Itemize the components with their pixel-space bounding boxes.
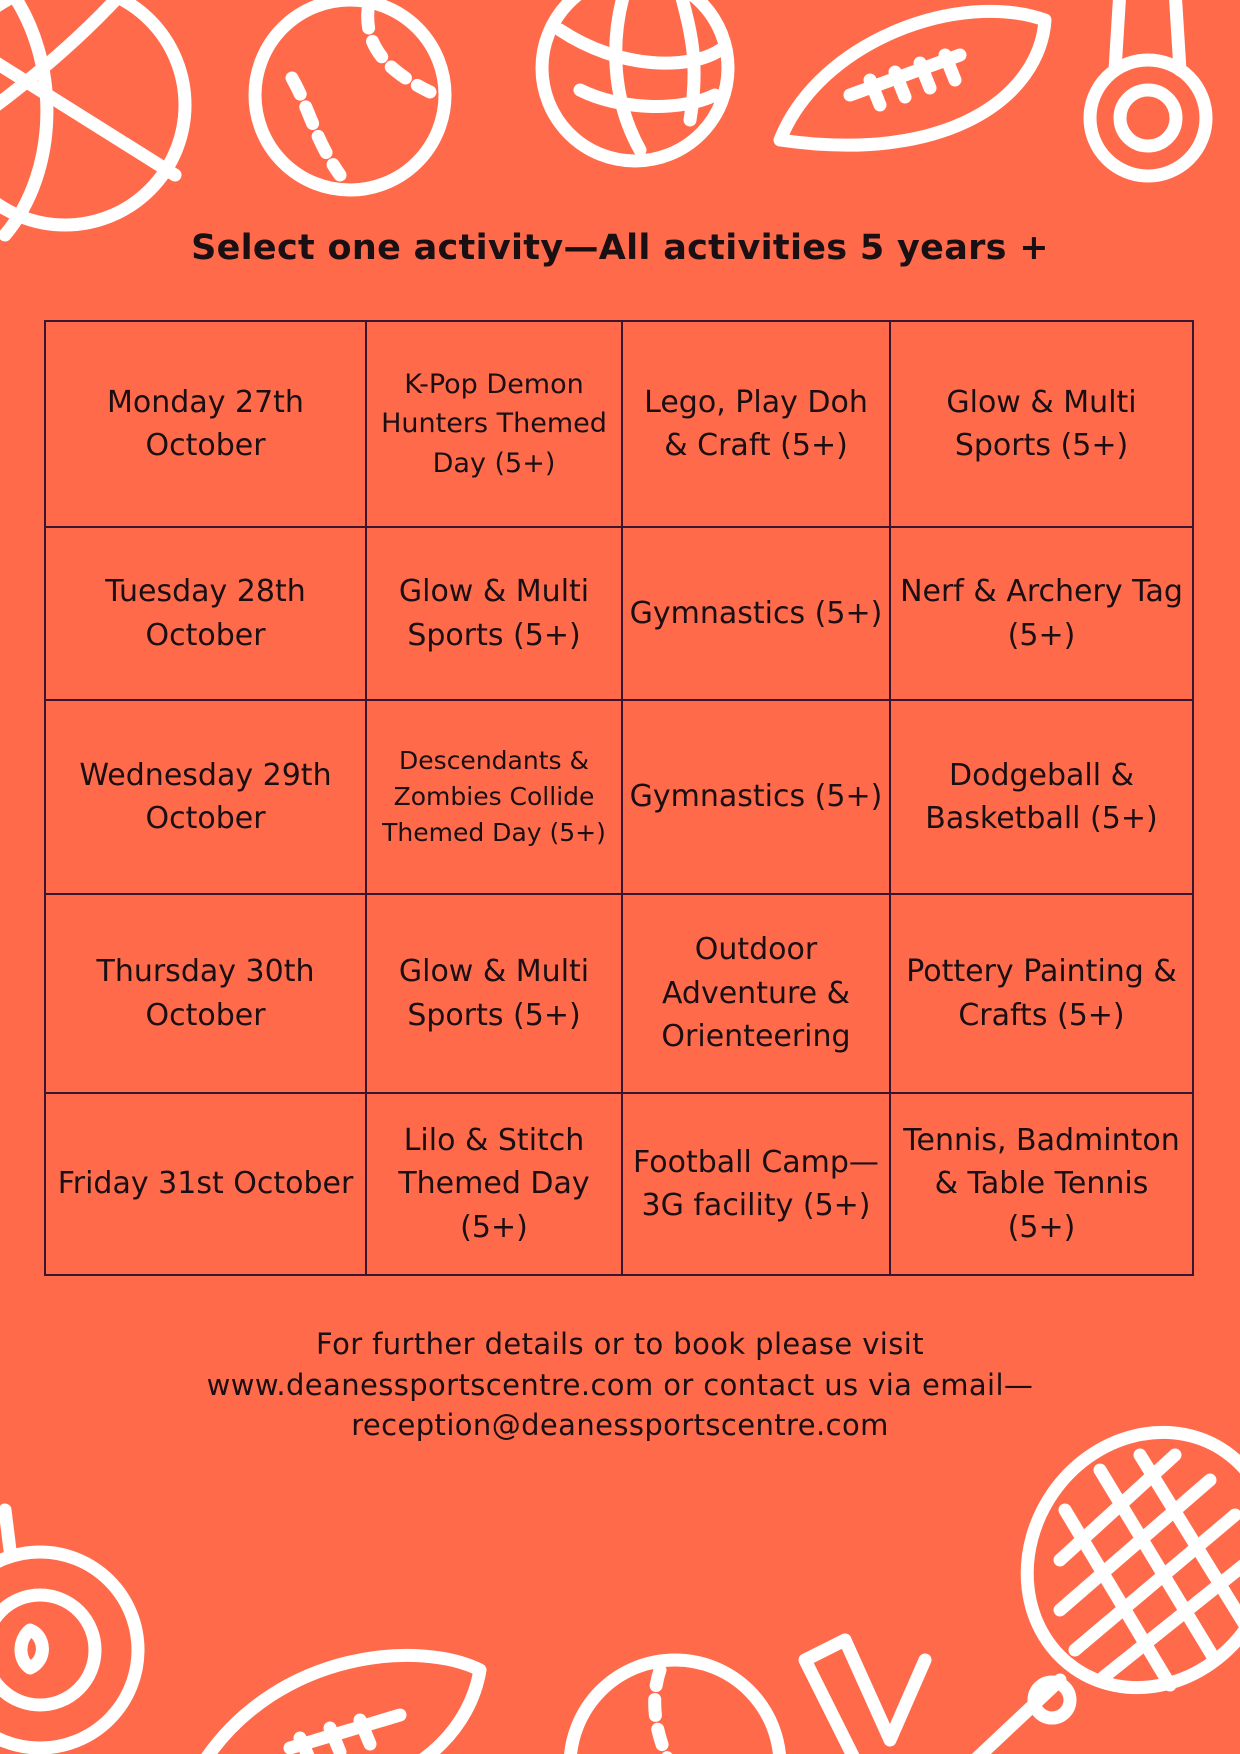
medal-icon	[1090, 0, 1206, 176]
website-link[interactable]: www.deanessportscentre.com or contact us via email—	[206, 1367, 1034, 1402]
activity-cell[interactable]: Outdoor Adventure & Orienteering	[622, 894, 890, 1093]
day-cell: Thursday 30th October	[45, 894, 366, 1093]
table-row	[45, 700, 1193, 894]
email-link[interactable]: reception@deanessportscentre.com	[351, 1408, 889, 1443]
activity-cell[interactable]: Glow & Multi Sports (5+)	[366, 894, 622, 1093]
rugby-ball-icon	[205, 1655, 480, 1754]
contact-footer	[0, 1324, 1240, 1446]
footer-line: For further details or to book please visit	[316, 1327, 924, 1361]
activity-cell[interactable]: Gymnastics (5+)	[622, 700, 890, 894]
activity-cell[interactable]: Dodgeball & Basketball (5+)	[890, 700, 1193, 894]
medal-icon	[805, 1640, 925, 1754]
day-cell: Tuesday 28th October	[45, 527, 366, 700]
day-cell: Friday 31st October	[45, 1093, 366, 1275]
ball-icon	[0, 1510, 138, 1748]
activity-cell[interactable]: Nerf & Archery Tag (5+)	[890, 527, 1193, 700]
activity-cell[interactable]: Descendants & Zombies Collide Themed Day (5+)	[366, 700, 622, 894]
rugby-ball-icon	[780, 11, 1045, 145]
volleyball-icon	[542, 0, 728, 161]
activity-cell[interactable]: Tennis, Badminton & Table Tennis (5+)	[890, 1093, 1193, 1275]
activity-cell[interactable]: Glow & Multi Sports (5+)	[366, 527, 622, 700]
activity-cell[interactable]: Pottery Painting & Crafts (5+)	[890, 894, 1193, 1093]
activity-cell[interactable]: Lego, Play Doh & Craft (5+)	[622, 321, 890, 527]
activity-cell[interactable]: Football Camp—3G facility (5+)	[622, 1093, 890, 1275]
activity-cell[interactable]: K-Pop Demon Hunters Themed Day (5+)	[366, 321, 622, 527]
activity-schedule-table	[44, 320, 1194, 1276]
baseball-icon	[255, 0, 445, 190]
day-cell: Monday 27th October	[45, 321, 366, 527]
page-heading: Select one activity—All activities 5 years +	[191, 228, 1049, 268]
table-row	[45, 894, 1193, 1093]
table-row	[45, 321, 1193, 527]
activity-cell[interactable]: Glow & Multi Sports (5+)	[890, 321, 1193, 527]
table-row	[45, 527, 1193, 700]
day-cell: Wednesday 29th October	[45, 700, 366, 894]
activity-cell[interactable]: Lilo & Stitch Themed Day (5+)	[366, 1093, 622, 1275]
baseball-icon	[570, 1660, 780, 1754]
activity-cell[interactable]: Gymnastics (5+)	[622, 527, 890, 700]
table-row	[45, 1093, 1193, 1275]
basketball-icon	[0, 0, 185, 235]
